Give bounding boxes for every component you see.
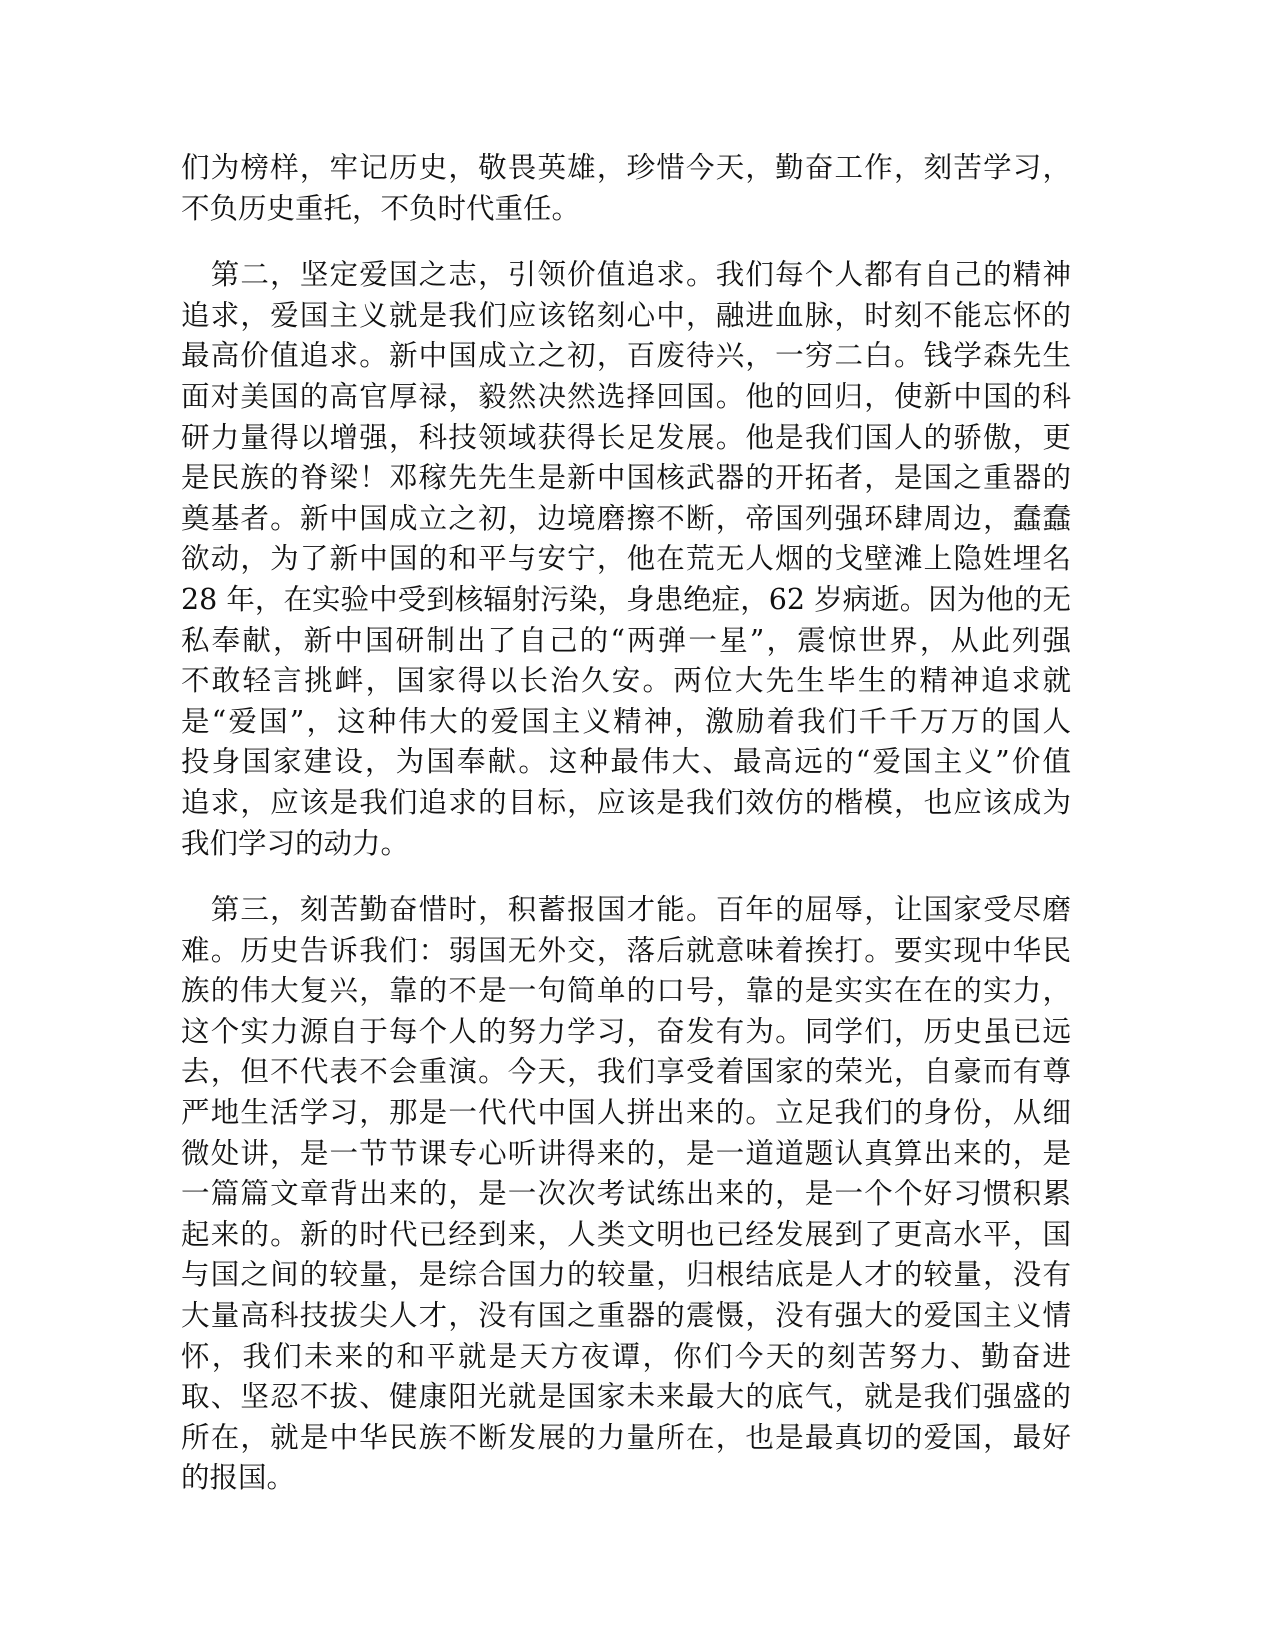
text-line: 28 年，在实验中受到核辐射污染，身患绝症，62 岁病逝。因为他的无 — [181, 582, 1071, 616]
text-line: 投身国家建设，为国奉献。这种最伟大、最高远的“爱国主义”价值 — [181, 745, 1071, 779]
text-line: 面对美国的高官厚禄，毅然决然选择回国。他的回归，使新中国的科 — [181, 379, 1071, 413]
text-line: 起来的。新的时代已经到来，人类文明也已经发展到了更高水平，国 — [181, 1217, 1071, 1251]
text-line: 这个实力源自于每个人的努力学习，奋发有为。同学们，历史虽已远 — [181, 1014, 1071, 1048]
text-line: 一篇篇文章背出来的，是一次次考试练出来的，是一个个好习惯积累 — [181, 1177, 1071, 1211]
text-line: 我们学习的动力。 — [181, 826, 410, 860]
text-line: 不敢轻言挑衅，国家得以长治久安。两位大先生毕生的精神追求就 — [181, 664, 1071, 698]
text-line: 取、坚忍不拔、健康阳光就是国家未来最大的底气，就是我们强盛的 — [181, 1380, 1071, 1414]
text-line: 最高价值追求。新中国成立之初，百废待兴，一穷二白。钱学森先生 — [181, 339, 1071, 373]
text-line: 的报国。 — [181, 1461, 296, 1495]
text-line: 是“爱国”，这种伟大的爱国主义精神，激励着我们千千万万的国人 — [181, 704, 1071, 738]
text-line: 微处讲，是一节节课专心听讲得来的，是一道道题认真算出来的，是 — [181, 1136, 1071, 1170]
text-line: 所在，就是中华民族不断发展的力量所在，也是最真切的爱国，最好 — [181, 1420, 1071, 1454]
text-line: 们为榜样，牢记历史，敬畏英雄，珍惜今天，勤奋工作，刻苦学习， — [181, 151, 1071, 184]
text-line: 难。历史告诉我们：弱国无外交，落后就意味着挨打。要实现中华民 — [181, 933, 1071, 967]
paragraph-2 — [181, 255, 1071, 864]
text-line: 研力量得以增强，科技领域获得长足发展。他是我们国人的骄傲，更 — [181, 420, 1071, 454]
text-line: 追求，应该是我们追求的目标，应该是我们效仿的楷模，也应该成为 — [181, 785, 1071, 819]
text-line: 私奉献，新中国研制出了自己的“两弹一星”，震惊世界，从此列强 — [181, 623, 1071, 657]
text-line: 怀，我们未来的和平就是天方夜谭，你们今天的刻苦努力、勤奋进 — [181, 1339, 1071, 1373]
text-line: 奠基者。新中国成立之初，边境磨擦不断，帝国列强环肆周边，蠢蠢 — [181, 501, 1071, 535]
text-line: 追求，爱国主义就是我们应该铭刻心中，融进血脉，时刻不能忘怀的 — [181, 298, 1071, 332]
text-line: 第二，坚定爱国之志，引领价值追求。我们每个人都有自己的精神 — [181, 258, 1071, 292]
text-line: 去，但不代表不会重演。今天，我们享受着国家的荣光，自豪而有尊 — [181, 1055, 1071, 1089]
paragraph-1 — [181, 148, 1071, 229]
text-line: 与国之间的较量，是综合国力的较量，归根结底是人才的较量，没有 — [181, 1258, 1071, 1292]
text-line: 族的伟大复兴，靠的不是一句简单的口号，靠的是实实在在的实力， — [181, 974, 1071, 1008]
document-body — [181, 148, 1071, 1525]
text-line: 欲动，为了新中国的和平与安宁，他在荒无人烟的戈壁滩上隐姓埋名 — [181, 542, 1071, 576]
text-line: 第三，刻苦勤奋惜时，积蓄报国才能。百年的屈辱，让国家受尽磨 — [181, 893, 1071, 927]
paragraph-3 — [181, 890, 1071, 1499]
text-line: 大量高科技拔尖人才，没有国之重器的震慑，没有强大的爱国主义情 — [181, 1299, 1071, 1333]
text-line: 是民族的脊梁！邓稼先先生是新中国核武器的开拓者，是国之重器的 — [181, 461, 1071, 495]
text-line: 不负历史重托，不负时代重任。 — [181, 191, 581, 225]
text-line: 严地生活学习，那是一代代中国人拼出来的。立足我们的身份，从细 — [181, 1096, 1071, 1130]
